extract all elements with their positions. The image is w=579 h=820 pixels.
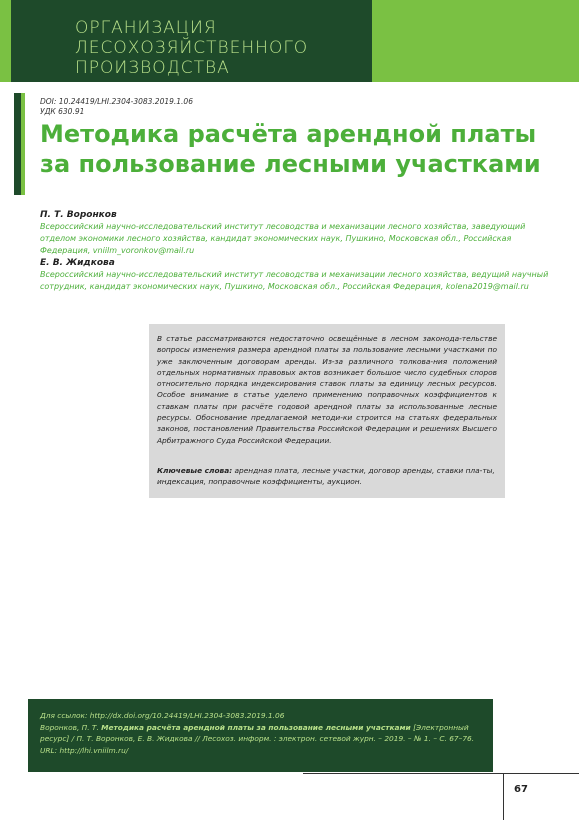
article-title: Методика расчёта арендной платы за пользование лесными участками <box>40 120 541 178</box>
header-accent-left <box>0 0 11 82</box>
author-name: Е. В. Жидкова <box>40 258 115 268</box>
udk: УДК 630.91 <box>40 107 85 116</box>
footer-rule-vertical <box>503 773 504 820</box>
citation-authors: Воронков, П. Т. <box>40 722 102 732</box>
citation-text <box>40 710 490 756</box>
doi: DOI: 10.24419/LHI.2304-3083.2019.1.06 <box>40 97 193 106</box>
author-affiliation: Всероссийский научно-исследовательский институт лесоводства и механизации лесного хозяйства, заведующий отделом экономики лесного хозяйства, кандидат экономических наук, Пушкино, Московская обл., Российская Федерация, vniilm_voronkov@mail.ru <box>40 222 526 255</box>
section-title: ОРГАНИЗАЦИЯ ЛЕСОХОЗЯЙСТВЕННОГО ПРОИЗВОДСТВА <box>75 18 309 78</box>
citation-suffix: [Электронный ресурс] / П. Т. Воронков, Е. В. Жидкова // Лесохоз. информ. : электрон. сетевой журн. – 2019. – № 1. – С. 67–76. <box>40 722 475 743</box>
title-side-bar <box>14 93 21 195</box>
citation-url: URL: http://lhi.vniilm.ru/ <box>40 745 129 755</box>
citation-title: Методика расчёта арендной платы за пользование лесными участками <box>101 722 411 732</box>
header-band <box>0 0 579 82</box>
citation-line2 <box>40 722 490 745</box>
title-side-bar-accent <box>21 93 25 195</box>
header-accent-right <box>372 0 579 82</box>
abstract-text: В статье рассматриваются недостаточно освещённые в лесном законода-тельстве вопросы изменения размера арендной платы за пользование лесными участками по уже заключенным договорам аренды. Из-за различного толкова-ния положений отдельных нормативных правовых актов возникает большое число судебных споров относительно порядка индексирования ставок платы за единицу лесных ресурсов. Особое внимание в статье уделено применению поправочных коэффициентов к ставкам платы при расчёте годовой арендной платы за использованные лесные ресурсы. Обоснование предлагаемой методи-ки строится на статьях федеральных законов, постановлений Правительства Российской Федерации и решениях Высшего Арбитражного Суда Российской Федерации. <box>157 334 497 445</box>
footer-rule-horizontal <box>303 773 579 774</box>
citation-line1: Для ссылок: http://dx.doi.org/10.24419/LHI.2304-3083.2019.1.06 <box>40 711 285 720</box>
author-name: П. Т. Воронков <box>40 210 117 220</box>
keywords-label: Ключевые слова: <box>157 466 233 475</box>
keywords <box>157 465 497 488</box>
author-affiliation: Всероссийский научно-исследовательский институт лесоводства и механизации лесного хозяйства, ведущий научный сотрудник, кандидат экономических наук, Пушкино, Московская обл., Российская Федерация, kolena2019@mail.ru <box>40 270 549 291</box>
page-number: 67 <box>514 784 528 795</box>
keywords-text: арендная плата, лесные участки, договор аренды, ставки пла-ты, индексация, поправочные коэффициенты, аукцион. <box>157 466 495 487</box>
